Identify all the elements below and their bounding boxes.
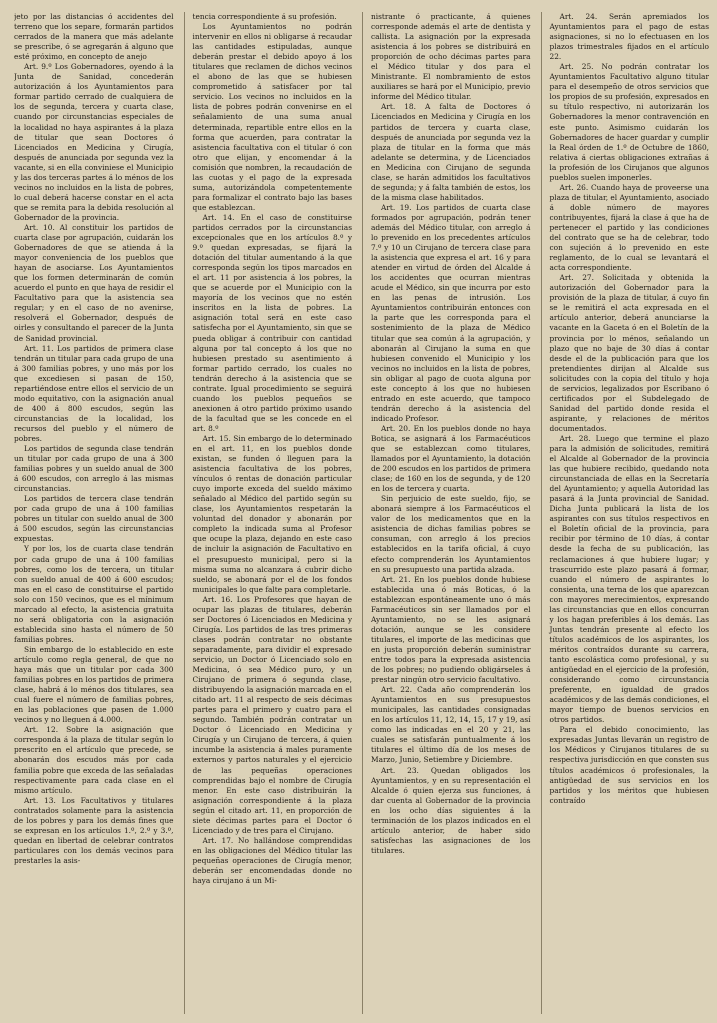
paragraph: nistrante ó practicante, á quienes corresponde además el arte de dentista y callista. La asignación por la expresada asistencia á los pobres se distribuirá en proporción de ocho décimas partes para el Médico titular y dos para el Ministrante. El nombramiento de estos auxiliares se hará por el Municipio, previo informe del Médico titular.	[371, 12, 531, 102]
article-15: Art. 15. Sin embargo de lo determinado en el art. 11, en los pueblos donde existan, se funden ó lleguen para la asistencia facultativa de los pobres, vínculos ó rentas de donación particular cuyo importe exceda del sueldo máximo señalado al Médico del partido según su clase, los Ayuntamientos respetarán la voluntad del donador y abonarán por completo la indicada suma al Profesor que ocupe la plaza, dejando en este caso de incluir la asignación de Facultativo en el presupuesto municipal, pero si la misma suma no alcanzara á cubrir dicho sueldo, se abonará por el de los fondos municipales lo que falte para completarle.	[192, 433, 352, 594]
article-27: Art. 27. Solicitada y obtenida la autorización del Gobernador para la provisión de la plaza de titular, á cuyo fin se le remitirá el acta expresada en el artículo anterior, deberá anunciarse la vacante en la Gaceta ó en el Boletín de la provincia por lo ménos, señalando un plazo que no baje de 30 días á contar desde el de la publicación para que los pretendientes dirijan al Alcalde sus solicitudes con la copia del título y hoja de servicios, legalizados por Escribano ó certificados por el Subdelegado de Sanidad del partido donde resida el aspirante, y relaciones de méritos documentados.	[549, 273, 709, 433]
paragraph: jeto por las distancias ó accidentes del terreno que los separe, formarán partidos cerrados de la manera que más adelante se prescribe, ó se agregarán á alguno que esté próximo, en concepto de anejo	[14, 12, 174, 62]
paragraph: Los partidos de tercera clase tendrán por cada grupo de una á 100 familias pobres un titular con sueldo anual de 300 á 500 escudos, según las circunstancias expuestas.	[14, 494, 174, 544]
article-18: Art. 18. A falta de Doctores ó Licenciados en Medicina y Cirugía en los partidos de tercera y cuarta clase, después de anunciada por segunda vez la plaza de titular en la forma que más adelante se determina, y de Licenciados en Medicina con Cirujano de segunda clase, se harán admitidos los facultativos de segunda; y á falta también de estos, los de la misma clase habilitados.	[371, 102, 531, 202]
article-14: Art. 14. En el caso de constituirse partidos cerrados por la circunstancias excepcionales que en los artículos 8.º y 9.º quedan expresadas, se fijará la dotación del titular aumentando á la que corresponda según los tipos marcados en el art. 11 por asistencia á los pobres, la que se acuerde por el Municipio con la mayoría de los vecinos que no estén inscritos en la lista de pobres. La asignación total será en este caso satisfecha por el Ayuntamiento, sin que se pueda obligar á contribuir con cantidad alguna por tal concepto á los que no hubiesen prestado su asentimiento á formar partido cerrado, los cuales no tendrán derecho á la asistencia que se contrate. Igual procedimiento se seguirá cuando los pueblos pequeños se anexionen á otro partido próximo usando de la facultad que se les concede en el art. 8.º	[192, 212, 352, 433]
article-24: Art. 24. Serán apremiados los Ayuntamientos para el pago de estas asignaciones, si no lo efectuasen en los plazos trimestrales fijados en el artículo 22.	[549, 12, 709, 62]
column-2	[184, 12, 353, 1014]
article-9: Art. 9.º Los Gobernadores, oyendo á la Junta de Sanidad, concederán autorización á los Ayuntamientos para formar partido cerrado de cualquiera de los de segunda, tercera y cuarta clase, cuando por circunstancias especiales de la localidad no haya aspirantes á la plaza de titular que sean Doctores ó Licenciados en Medicina y Cirugía, después de anunciada por segunda vez la vacante, si en ella conviniese el Municipio y las dos terceras partes á lo ménos de los vecinos no incluidos en la lista de pobres, lo cual deberá hacerse constar en el acta que se remita para la debida resolución al Gobernador de la provincia.	[14, 62, 174, 222]
column-3	[362, 12, 531, 1014]
article-23: Art. 23. Quedan obligados los Ayuntamientos, y en su representación el Alcalde ó quien ejerza sus funciones, á dar cuenta al Gobernador de la provincia en los ocho días siguientes á la terminación de los plazos indicados en el artículo anterior, de haber sido satisfechas las asignaciones de los titulares.	[371, 765, 531, 855]
article-13: Art. 13. Los Facultativos y titulares contratados solamente para la asistencia de los pobres y para los demás fines que se expresan en los artículos 1.º, 2.º y 3.º, quedan en libertad de celebrar contratos particulares con los demás vecinos para prestarles la asis-	[14, 795, 174, 865]
paragraph: tencia correspondiente á su profesión.	[192, 12, 337, 21]
column-4	[541, 12, 710, 1014]
article-25: Art. 25. No podrán contratar los Ayuntamientos Facultativo alguno titular para el desempeño de otros servicios que los propios de su profesión, expresados en su título respectivo, ni autorizarán los Gobernadores la menor contravención en este punto. Asimismo cuidarán los Gobernadores de hacer guardar y cumplir la Real órden de 1.º de Octubre de 1860, relativa á ciertas obligaciones extrañas á la profesión de los Cirujanos que algunos pueblos suelen imponerles.	[549, 62, 709, 182]
article-26: Art. 26. Cuando haya de proveerse una plaza de titular, el Ayuntamiento, asociado á doble número de mayores contribuyentes, fijará la clase á que ha de pertenecer el partido y las condiciones del contrato que se ha de celebrar, todo con sujeción á lo prevenido en este reglamento, de lo cual se levantará el acta correspondiente.	[549, 182, 709, 273]
text-columns	[14, 12, 709, 1014]
paragraph: Sin embargo de lo establecido en este artículo como regla general, de que no haya más que un titular por cada 300 familias pobres en los partidos de primera clase, habrá á lo ménos dos titulares, sea cual fuere el número de familias pobres, en las poblaciones que pasen de 1.000 vecinos y no lleguen á 4.000.	[14, 644, 174, 725]
article-11: Art. 11. Los partidos de primera clase tendrán un titular para cada grupo de una á 300 familias pobres, y uno más por los que excediesen si pasan de 150, repartiéndose entre ellos el servicio de un modo equitativo, con la asignación anual de 400 á 800 escudos, según las circunstancias de la localidad, los recursos del pueblo y el número de pobres.	[14, 343, 174, 443]
article-22: Art. 22. Cada año comprenderán los Ayuntamientos en sus presupuestos municipales, las cantidades consignadas en los artículos 11, 12, 14, 15, 17 y 19, así como las indicadas en el 20 y 21, las cuales se satisfarán puntualmente á los titulares el último día de los meses de Marzo, Junio, Setiembre y Diciembre.	[371, 685, 531, 765]
paragraph: Los Ayuntamientos no podrán intervenir en ellos ni obligarse á recaudar las cantidades estipuladas, aunque deberán prestar el debido apoyo á los titulares que reclamen de dichos vecinos el abono de las que se hubiesen comprometido á satisfacer por tal servicio. Los vecinos no incluidos en la lista de pobres podrán convenirse en el señalamiento de una suma anual determinada, repartible entre ellos en la forma que acuerden, para contratar la asistencia facultativa con el titular ó con otro que elijan, y encomendar á la comisión que nombren, la recaudación de las cuotas y el pago de la expresada suma, autorizándola competentemente para formalizar el contrato bajo las bases que establezcan.	[192, 22, 352, 212]
article-10: Art. 10. Al constituir los partidos de cuarta clase por agrupación, cuidarán los Gobernadores de que se atienda á la mayor conveniencia de los pueblos que hayan de asociarse. Los Ayuntamientos que los formen determinarán de común acuerdo el punto en que haya de residir el Facultativo para que la asistencia sea regular; y en el caso de no avenirse, resolverá el Gobernador, después de oirles y consultando el parecer de la Junta de Sanidad provincial.	[14, 222, 174, 343]
article-28: Art. 28. Luego que termine el plazo para la admisión de solicitudes, remitirá el Alcalde al Gobernador de la provincia las que hubiere recibido, quedando nota circunstanciada de ellas en la Secretaría del Ayuntamiento; y aquella Autoridad las pasará á la Junta provincial de Sanidad. Dicha Junta publicará la lista de los aspirantes con sus títulos respectivos en el Boletín oficial de la provincia, para recibir por término de 10 días, á contar desde la fecha de su publicación, las reclamaciones á que hubiere lugar; y trascurrido este plazo pasará á formar, cuando el número de aspirantes lo consienta, una terna de los que aparezcan con mayores merecimientos, expresando las circunstancias que en ellos concurran y los hagan preferibles á los demás. Las Juntas tendrán presente al efecto los títulos académicos de los aspirantes, los méritos contraídos durante su carrera, tanto escolástica como profesional, y su antigüedad en el ejercicio de la profesión, considerando como circunstancia preferente, en igualdad de grados académicos y de las demás condiciones, el mayor tiempo de buenos servicios en otros partidos.	[549, 433, 709, 725]
column-1	[14, 12, 174, 1014]
paragraph: Sin perjuicio de este sueldo, fijo, se abonará siempre á los Farmacéuticos el valor de los medicamentos que en la asistencia de dichas familias pobres se consuman, con arreglo á los precios establecidos en la tarifa oficial, á cuyo efecto comprenderán los Ayuntamientos en su presupuesto una partida alzada.	[371, 494, 531, 574]
article-17: Art. 17. No hallándose comprendidas en las obligaciones del Médico titular las pequeñas operaciones de Cirugía menor, deberán ser encomendadas donde no haya cirujano á un Mi-	[192, 835, 352, 886]
article-21: Art. 21. En los pueblos donde hubiese establecida una ó más Boticas, ó la establezcan espontáneamente uno ó más Farmacéuticos sin ser llamados por el Ayuntamiento, no se les asignará dotación, aunque se les considere titulares, el importe de las medicinas que en justa proporción deberán suministrar entre todos para la expresada asistencia de los pobres; no pudiendo obligárseles á prestar ningún otro servicio facultativo.	[371, 574, 531, 685]
article-20: Art. 20. En los pueblos donde no haya Botica, se asignará á los Farmacéuticos que se establezcan como titulares, llamados por el Ayuntamiento, la dotación de 200 escudos en los partidos de primera clase; de 160 en los de segunda, y de 120 en los de tercera y cuarta.	[371, 423, 531, 494]
paragraph: Los partidos de segunda clase tendrán un titular por cada grupo de una á 300 familias pobres y un sueldo anual de 300 á 600 escudos, con arreglo á las mismas circunstancias.	[14, 444, 174, 494]
article-19: Art. 19. Los partidos de cuarta clase formados por agrupación, podrán tener además del Médico titular, con arreglo á lo prevenido en los precedentes artículos 7.º y 10 un Cirujano de tercera clase para la asistencia que expresa el art. 16 y para atender en virtud de órden del Alcalde á los accidentes que ocurran mientras acude el Médico, sin que incurra por esto en las penas de intrusión. Los Ayuntamientos contribuirán entonces con la parte que les corresponda para el sostenimiento de la plaza de Médico titular que sea común á la agrupación, y abonarán al Cirujano la suma en que hubiesen convenido el Municipio y los vecinos no incluidos en la lista de pobres, sin obligar al pago de cuota alguna por este concepto á los que no hubiesen entrado en este acuerdo, que tampoco tendrán derecho á la asistencia del indicado Profesor.	[371, 202, 531, 423]
article-12: Art. 12. Sobre la asignación que corresponda á la plaza de titular según lo prescrito en el artículo que precede, se abonarán dos escudos más por cada familia pobre que exceda de las señaladas respectivamente para cada clase en el mismo artículo.	[14, 725, 174, 795]
article-16: Art. 16. Los Profesores que hayan de ocupar las plazas de titulares, deberán ser Doctores ó Licenciados en Medicina y Cirugía. Los partidos de las tres primeras clases podrán contratar no obstante separadamente, para dividir el expresado servicio, un Doctor ó Licenciado solo en Medicina, ó sea Médico puro, y un Cirujano de primera ó segunda clase, distribuyendo la asignación marcada en el citado art. 11 al respecto de seis décimas partes para el primero y cuatro para el segundo. También podrán contratar un Doctor ó Licenciado en Medicina y Cirugía y un Cirujano de tercera, á quien incumbe la asistencia á males puramente externos y partos naturales y el ejercicio de las pequeñas operaciones comprendidas bajo el nombre de Cirugía menor. En este caso distribuirán la asignación correspondiente á la plaza según el citado art. 11, en proporción de siete décimas partes para el Doctor ó Licenciado y de tres para el Cirujano.	[192, 594, 352, 835]
paragraph: Y por los, los de cuarta clase tendrán por cada grupo de una á 100 familias pobres, como los de tercera, un titular con sueldo anual de 400 á 600 escudos; mas en el caso de constituirse el partido solo con 150 vecinos, que es el mínimum marcado al efecto, la asistencia gratuita no será obligatoria con la asignación establecida sino hasta el número de 50 familias pobres.	[14, 544, 174, 644]
paragraph: Para el debido conocimiento, las expresadas Juntas llevarán un registro de los Médicos y Cirujanos titulares de su respectiva jurisdicción en que consten sus títulos académicos ó profesionales, la antigüedad de sus servicios en los partidos y los méritos que hubiesen contraído	[549, 725, 709, 805]
